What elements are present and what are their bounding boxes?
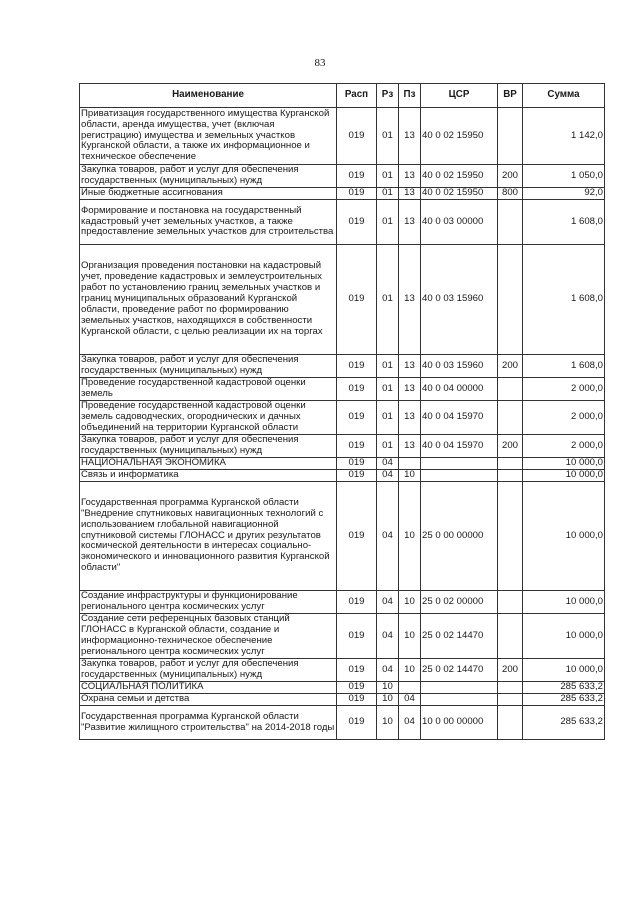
table-row [80, 355, 605, 378]
cell-pz [399, 682, 421, 694]
cell-rz: 04 [377, 482, 399, 591]
cell-name: Государственная программа Курганской области "Развитие жилищного строительства" на 2014-2018 годы [80, 706, 337, 740]
cell-sum: 2 000,0 [523, 401, 605, 435]
cell-vr [498, 682, 523, 694]
cell-sum: 10 000,0 [523, 659, 605, 682]
cell-rasp: 019 [337, 470, 377, 482]
cell-sum: 285 633,2 [523, 682, 605, 694]
cell-csr: 25 0 00 00000 [421, 482, 498, 591]
cell-vr: 200 [498, 435, 523, 458]
cell-vr: 200 [498, 165, 523, 188]
cell-sum: 1 050,0 [523, 165, 605, 188]
cell-rz: 10 [377, 706, 399, 740]
column-header-name: Наименование [80, 84, 337, 108]
cell-csr [421, 470, 498, 482]
column-header-pz: Пз [399, 84, 421, 108]
cell-vr [498, 458, 523, 470]
cell-rz: 01 [377, 165, 399, 188]
cell-csr: 40 0 04 00000 [421, 378, 498, 401]
cell-rz: 01 [377, 355, 399, 378]
cell-csr: 40 0 03 00000 [421, 200, 498, 245]
cell-name: Связь и информатика [80, 470, 337, 482]
cell-sum: 1 608,0 [523, 355, 605, 378]
cell-rasp: 019 [337, 200, 377, 245]
cell-csr [421, 682, 498, 694]
table-row [80, 188, 605, 200]
cell-rasp: 019 [337, 108, 377, 165]
page-number: 83 [314, 57, 326, 69]
cell-rasp: 019 [337, 659, 377, 682]
cell-name: Проведение государственной кадастровой оценки земель садоводческих, огороднических и дачных объединений на территории Курганской области [80, 401, 337, 435]
cell-sum: 1 608,0 [523, 245, 605, 355]
cell-rz: 04 [377, 591, 399, 614]
cell-rasp: 019 [337, 435, 377, 458]
table-row [80, 245, 605, 355]
cell-sum: 10 000,0 [523, 614, 605, 659]
cell-name: Закупка товаров, работ и услуг для обеспечения государственных (муниципальных) нужд [80, 435, 337, 458]
cell-csr: 25 0 02 00000 [421, 591, 498, 614]
cell-rasp: 019 [337, 165, 377, 188]
table-row [80, 659, 605, 682]
cell-rasp: 019 [337, 245, 377, 355]
cell-csr: 40 0 03 15960 [421, 245, 498, 355]
cell-rasp: 019 [337, 482, 377, 591]
cell-rasp: 019 [337, 188, 377, 200]
cell-rz: 01 [377, 378, 399, 401]
cell-pz: 13 [399, 435, 421, 458]
cell-pz: 13 [399, 245, 421, 355]
cell-name: Организация проведения постановки на кадастровый учет, проведение кадастровых и землеустроительных работ по установлению границ земельных участков и границ муниципальных образований Курганской области, проведение работ по формированию земельных участков, находящихся в собственности Курганской области, с целью реализации их на торгах [80, 245, 337, 355]
cell-rasp: 019 [337, 355, 377, 378]
table-row [80, 378, 605, 401]
cell-vr: 800 [498, 188, 523, 200]
cell-sum: 92,0 [523, 188, 605, 200]
cell-pz: 04 [399, 694, 421, 706]
table-row [80, 591, 605, 614]
cell-vr [498, 470, 523, 482]
cell-name: Приватизация государственного имущества Курганской области, аренда имущества, учет (включая регистрацию) имущества и земельных участков Курганской области, а также их информационное и техническое обеспечение [80, 108, 337, 165]
cell-pz: 04 [399, 706, 421, 740]
cell-rasp: 019 [337, 378, 377, 401]
cell-vr [498, 108, 523, 165]
cell-name: Иные бюджетные ассигнования [80, 188, 337, 200]
cell-csr: 25 0 02 14470 [421, 614, 498, 659]
cell-vr [498, 245, 523, 355]
cell-rz: 01 [377, 401, 399, 435]
cell-vr: 200 [498, 355, 523, 378]
cell-name: Государственная программа Курганской области "Внедрение спутниковых навигационных технологий с использованием глобальной навигационной спутниковой системы ГЛОНАСС и других результатов космической деятельности в интересах социально-экономического и инновационного развития Курганской области" [80, 482, 337, 591]
cell-name: Охрана семьи и детства [80, 694, 337, 706]
cell-rz: 01 [377, 435, 399, 458]
cell-csr: 40 0 03 15960 [421, 355, 498, 378]
cell-csr [421, 458, 498, 470]
cell-sum: 1 142,0 [523, 108, 605, 165]
cell-pz: 10 [399, 591, 421, 614]
cell-name: Закупка товаров, работ и услуг для обеспечения государственных (муниципальных) нужд [80, 355, 337, 378]
cell-pz: 10 [399, 614, 421, 659]
cell-name: СОЦИАЛЬНАЯ ПОЛИТИКА [80, 682, 337, 694]
cell-csr: 40 0 02 15950 [421, 188, 498, 200]
cell-pz: 13 [399, 188, 421, 200]
cell-rz: 01 [377, 108, 399, 165]
table-row [80, 694, 605, 706]
cell-sum: 10 000,0 [523, 591, 605, 614]
cell-rz: 04 [377, 614, 399, 659]
cell-csr: 25 0 02 14470 [421, 659, 498, 682]
cell-pz: 13 [399, 355, 421, 378]
cell-rz: 01 [377, 188, 399, 200]
cell-csr: 10 0 00 00000 [421, 706, 498, 740]
cell-vr [498, 200, 523, 245]
cell-name: Закупка товаров, работ и услуг для обеспечения государственных (муниципальных) нужд [80, 659, 337, 682]
column-header-rasp: Расп [337, 84, 377, 108]
table-row [80, 482, 605, 591]
cell-rz: 04 [377, 659, 399, 682]
cell-sum: 2 000,0 [523, 378, 605, 401]
cell-sum: 10 000,0 [523, 470, 605, 482]
cell-name: Закупка товаров, работ и услуг для обеспечения государственных (муниципальных) нужд [80, 165, 337, 188]
cell-rasp: 019 [337, 682, 377, 694]
cell-rasp: 019 [337, 706, 377, 740]
cell-name: Создание инфраструктуры и функционирование регионального центра космических услуг [80, 591, 337, 614]
cell-vr [498, 591, 523, 614]
cell-pz: 13 [399, 200, 421, 245]
cell-name: НАЦИОНАЛЬНАЯ ЭКОНОМИКА [80, 458, 337, 470]
cell-sum: 1 608,0 [523, 200, 605, 245]
table-row [80, 706, 605, 740]
table-row [80, 435, 605, 458]
cell-vr [498, 401, 523, 435]
cell-csr: 40 0 02 15950 [421, 108, 498, 165]
cell-csr [421, 694, 498, 706]
cell-vr [498, 482, 523, 591]
cell-sum: 10 000,0 [523, 482, 605, 591]
table-row [80, 108, 605, 165]
cell-name: Формирование и постановка на государственный кадастровый учет земельных участков, а также предоставление земельных участков для строительства [80, 200, 337, 245]
cell-csr: 40 0 02 15950 [421, 165, 498, 188]
cell-rz: 10 [377, 682, 399, 694]
cell-rz: 01 [377, 245, 399, 355]
cell-pz: 13 [399, 108, 421, 165]
column-header-sum: Сумма [523, 84, 605, 108]
column-header-vr: ВР [498, 84, 523, 108]
cell-vr [498, 694, 523, 706]
cell-rasp: 019 [337, 614, 377, 659]
cell-pz: 10 [399, 470, 421, 482]
cell-sum: 285 633,2 [523, 706, 605, 740]
table-row [80, 470, 605, 482]
cell-vr [498, 614, 523, 659]
table-row [80, 614, 605, 659]
column-header-rz: Рз [377, 84, 399, 108]
cell-vr [498, 378, 523, 401]
budget-table [79, 83, 605, 740]
cell-sum: 285 633,2 [523, 694, 605, 706]
column-header-csr: ЦСР [421, 84, 498, 108]
cell-vr: 200 [498, 659, 523, 682]
cell-vr [498, 706, 523, 740]
cell-pz: 13 [399, 165, 421, 188]
table-row [80, 165, 605, 188]
cell-rasp: 019 [337, 591, 377, 614]
table-row [80, 401, 605, 435]
cell-csr: 40 0 04 15970 [421, 435, 498, 458]
table-row [80, 200, 605, 245]
cell-csr: 40 0 04 15970 [421, 401, 498, 435]
cell-rz: 01 [377, 200, 399, 245]
cell-rz: 04 [377, 470, 399, 482]
table-row [80, 682, 605, 694]
cell-rz: 04 [377, 458, 399, 470]
cell-sum: 10 000,0 [523, 458, 605, 470]
cell-sum: 2 000,0 [523, 435, 605, 458]
cell-name: Проведение государственной кадастровой оценки земель [80, 378, 337, 401]
cell-pz: 13 [399, 401, 421, 435]
cell-rasp: 019 [337, 458, 377, 470]
cell-pz: 13 [399, 378, 421, 401]
cell-pz: 10 [399, 659, 421, 682]
table-row [80, 458, 605, 470]
cell-name: Создание сети референцных базовых станций ГЛОНАСС в Курганской области, создание и информационно-техническое обеспечение регионального центра космических услуг [80, 614, 337, 659]
cell-rasp: 019 [337, 694, 377, 706]
table-header-row [80, 84, 605, 108]
cell-rz: 10 [377, 694, 399, 706]
cell-pz: 10 [399, 482, 421, 591]
cell-pz [399, 458, 421, 470]
cell-rasp: 019 [337, 401, 377, 435]
